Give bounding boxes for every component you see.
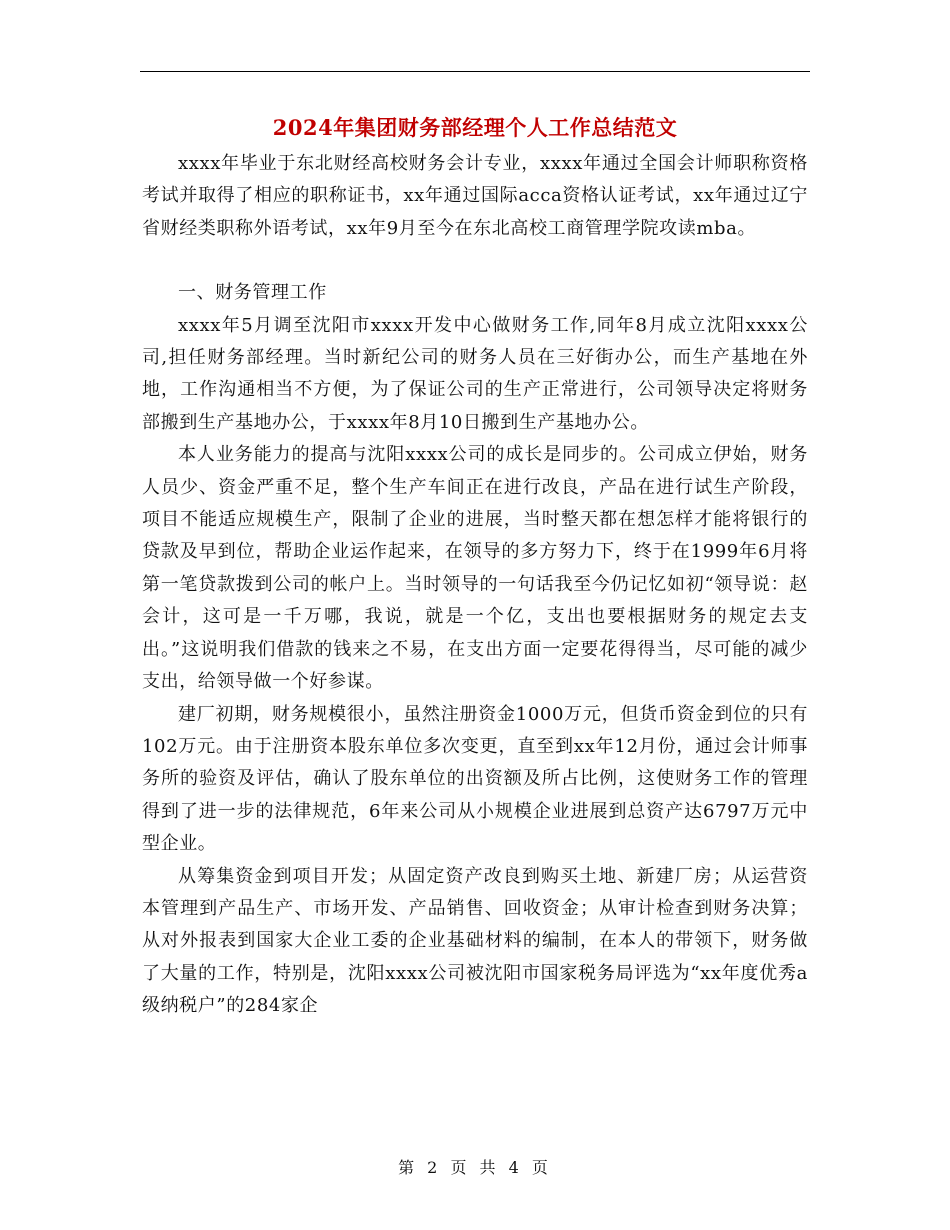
body-paragraph: 从筹集资金到项目开发；从固定资产改良到购买土地、新建厂房；从运营资本管理到产品生产、市场开发、产品销售、回收资金；从审计检查到财务决算；从对外报表到国家大企业工委的企业基础材料的编制，在本人的带领下，财务做了大量的工作，特别是，沈阳xxxx公司被沈阳市国家税务局评选为“xx年度优秀a级纳税户”的284家企 <box>142 865 808 1017</box>
section-heading: 一、财务管理工作 <box>178 282 327 304</box>
document-title: 2024年集团财务部经理个人工作总结范文 <box>272 115 678 140</box>
header-rule <box>140 71 810 72</box>
intro-paragraph: xxxx年毕业于东北财经高校财务会计专业，xxxx年通过全国会计师职称资格考试并取得了相应的职称证书，xx年通过国际acca资格认证考试，xx年通过辽宁省财经类职称外语考试，xx年9月至今在东北高校工商管理学院攻读mba。 <box>142 153 808 239</box>
body-paragraph: 本人业务能力的提高与沈阳xxxx公司的成长是同步的。公司成立伊始，财务人员少、资金严重不足，整个生产车间正在进行改良，产品在进行试生产阶段，项目不能适应规模生产，限制了企业的进展，当时整天都在想怎样才能将银行的贷款及早到位，帮助企业运作起来，在领导的多方努力下，终于在1999年6月将第一笔贷款拨到公司的帐户上。当时领导的一句话我至今仍记忆如初“领导说：赵会计，这可是一千万哪，我说，就是一个亿，支出也要根据财务的规定去支出。”这说明我们借款的钱来之不易，在支出方面一定要花得得当，尽可能的减少支出，给领导做一个好参谋。 <box>142 444 808 693</box>
body-paragraph: xxxx年5月调至沈阳市xxxx开发中心做财务工作,同年8月成立沈阳xxxx公司,担任财务部经理。当时新纪公司的财务人员在三好街办公，而生产基地在外地，工作沟通相当不方便，为了保证公司的生产正常进行，公司领导决定将财务部搬到生产基地办公，于xxxx年8月10日搬到生产基地办公。 <box>142 314 808 433</box>
page-footer: 第 2 页 共 4 页 <box>398 1158 552 1177</box>
document-body <box>142 148 808 1023</box>
body-paragraph: 建厂初期，财务规模很小，虽然注册资金1000万元，但货币资金到位的只有102万元。由于注册资本股东单位多次变更，直至到xx年12月份，通过会计师事务所的验资及评估，确认了股东单位的出资额及所占比例，这使财务工作的管理得到了进一步的法律规范，6年来公司从小规模企业进展到总资产达6797万元中型企业。 <box>142 703 808 855</box>
